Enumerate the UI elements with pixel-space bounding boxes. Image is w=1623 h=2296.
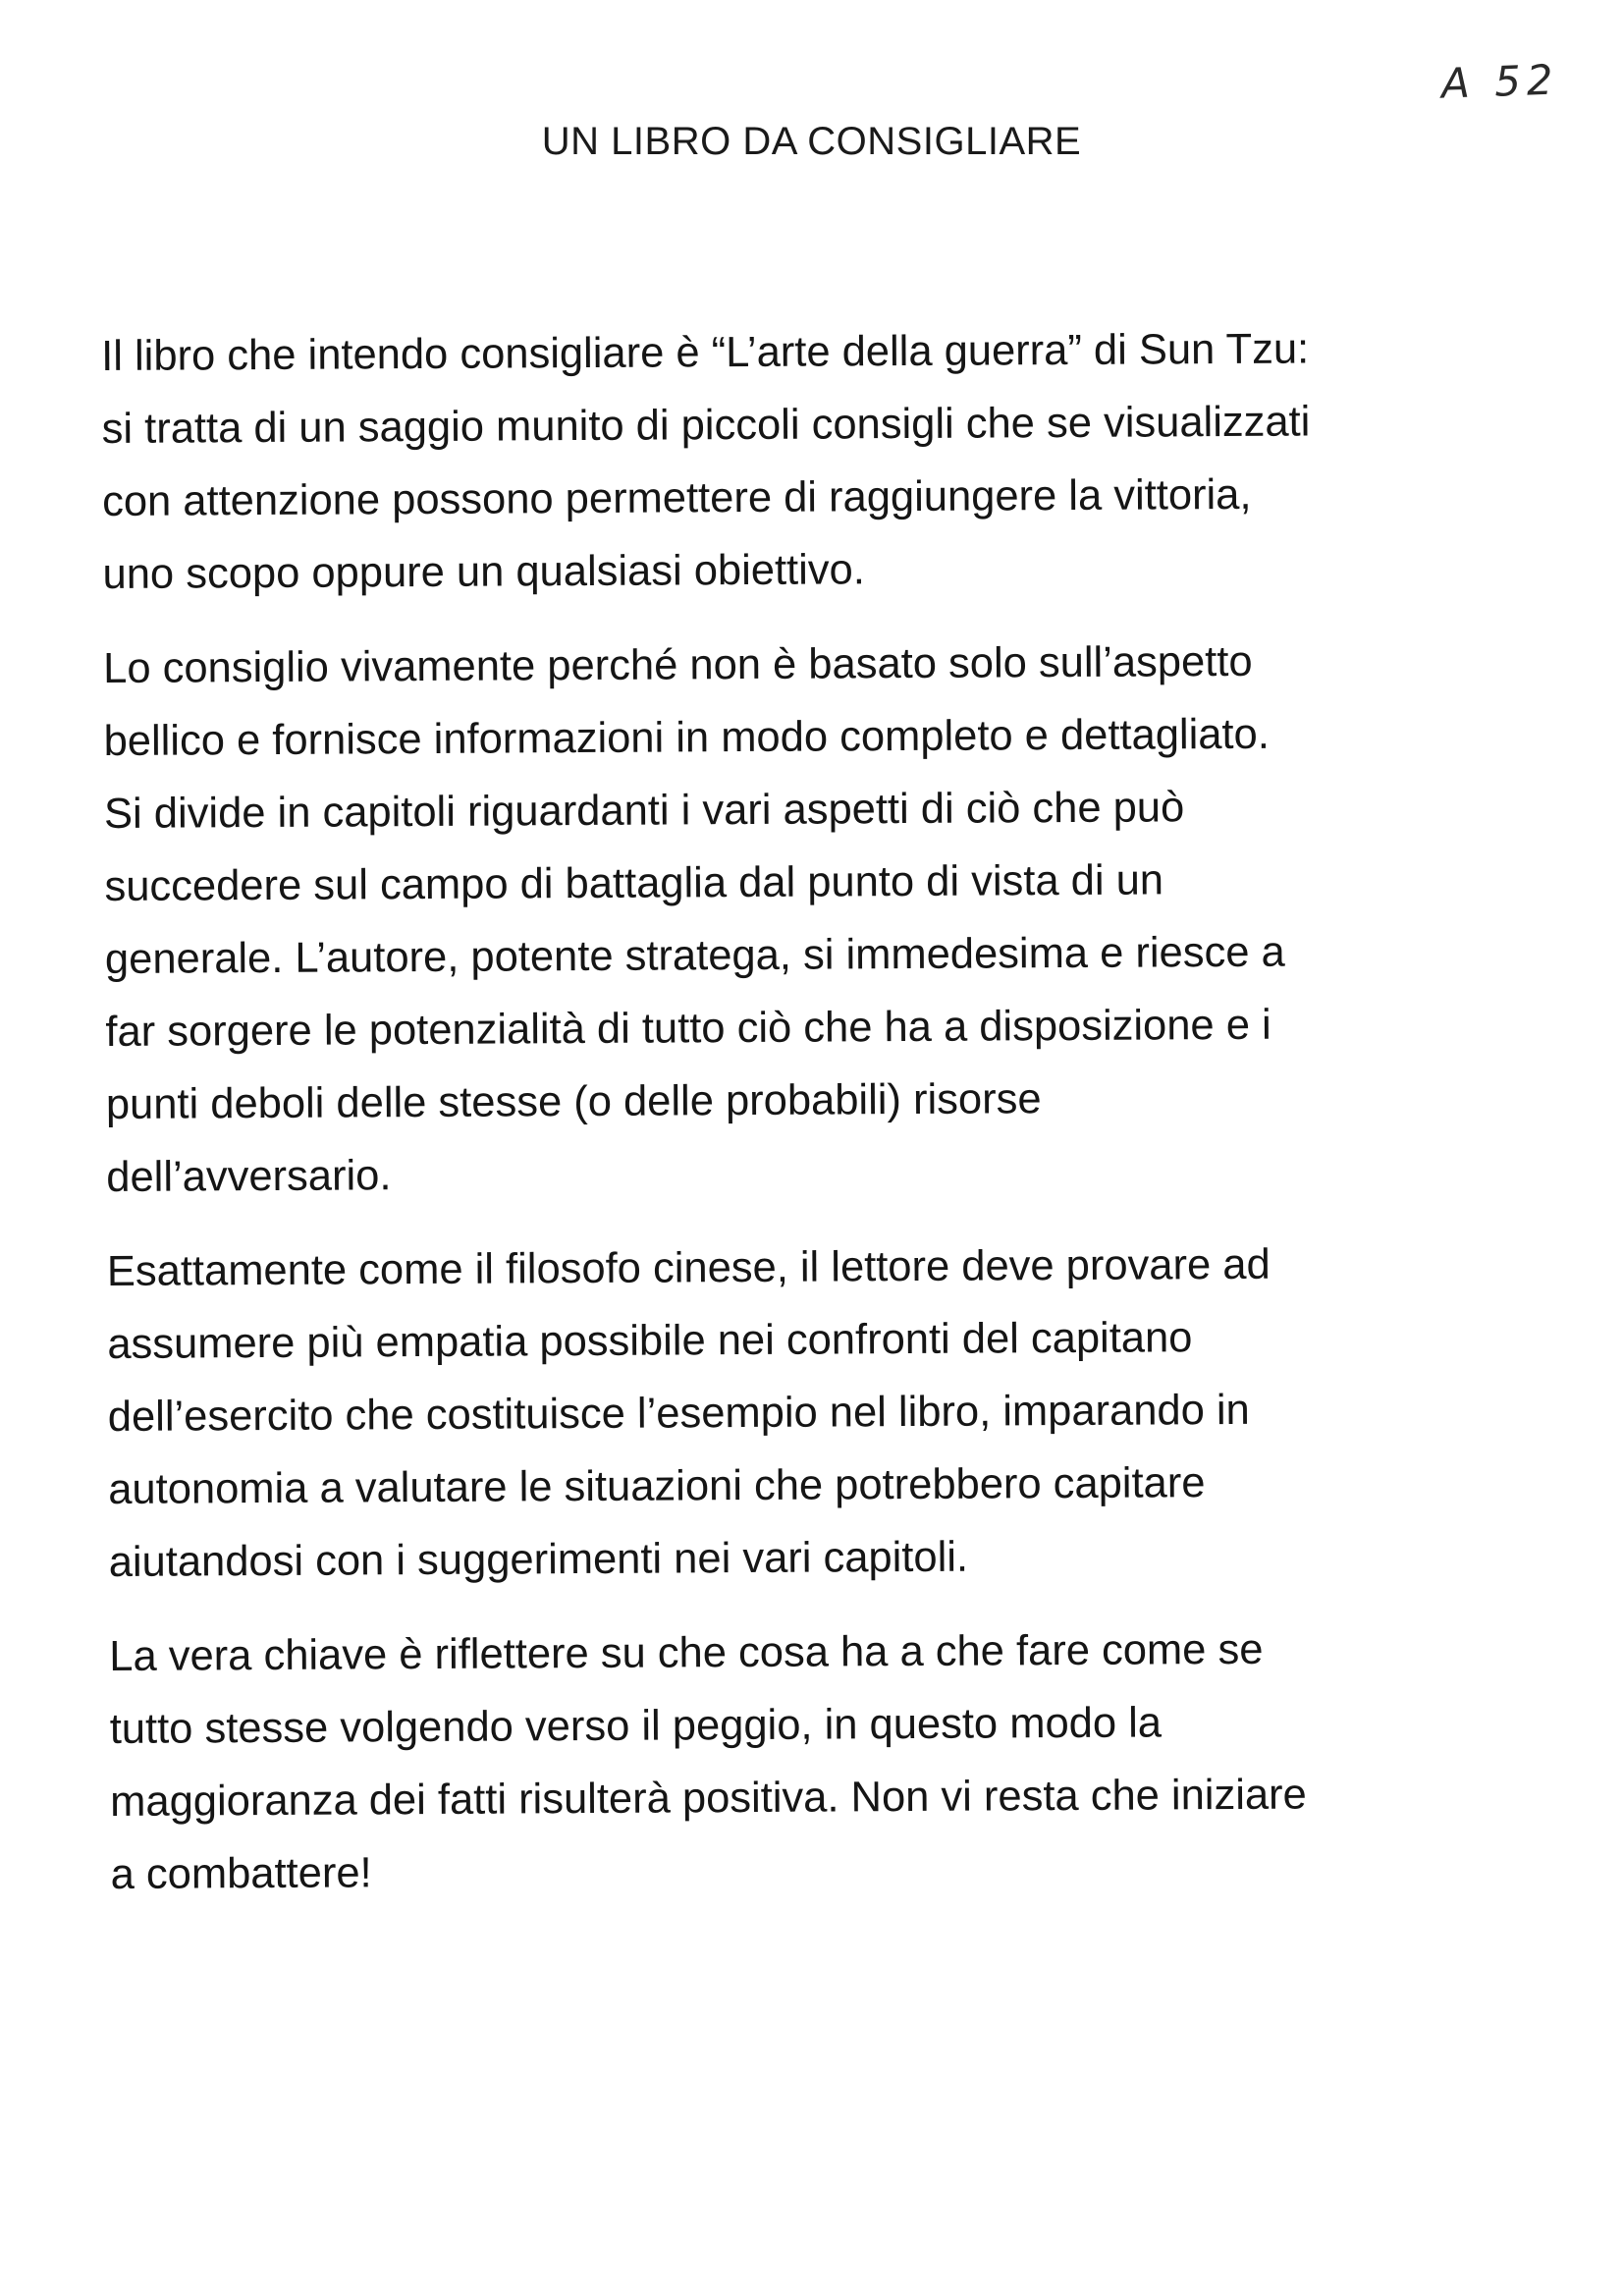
paragraph-3 xyxy=(107,1227,1542,1599)
text-line: con attenzione possono permettere di raggiungere la vittoria, xyxy=(101,470,1252,525)
text-line: a combattere! xyxy=(110,1849,372,1898)
text-line: Lo consiglio vivamente perché non è basato solo sull’aspetto xyxy=(103,637,1253,692)
text-line: dell’avversario. xyxy=(106,1152,392,1201)
text-line: generale. L’autore, potente stratega, si immedesima e riesce a xyxy=(104,928,1285,983)
handwritten-page-number: A 52 xyxy=(1440,55,1560,108)
text-line: si tratta di un saggio munito di piccoli consigli che se visualizzati xyxy=(101,398,1311,453)
text-line: assumere più empatia possibile nei confronti del capitano xyxy=(107,1314,1193,1368)
text-line: tutto stesse volgendo verso il peggio, in questo modo la xyxy=(109,1699,1163,1753)
paragraph-2 xyxy=(103,624,1541,1214)
text-line: dell’esercito che costituisce l’esempio nel libro, imparando in xyxy=(107,1386,1250,1441)
text-line: Si divide in capitoli riguardanti i vari aspetti di ciò che può xyxy=(103,784,1185,838)
paragraph-1 xyxy=(101,311,1537,611)
text-line: Esattamente come il filosofo cinese, il lettore deve provare ad xyxy=(106,1240,1271,1295)
document-title: UN LIBRO DA CONSIGLIARE xyxy=(541,120,1082,163)
text-line: maggioranza dei fatti risulterà positiva. Non vi resta che iniziare xyxy=(110,1771,1307,1826)
paragraph-4 xyxy=(109,1612,1544,1911)
text-line: punti deboli delle stesse (o delle probabili) risorse xyxy=(105,1075,1042,1128)
text-line: autonomia a valutare le situazioni che potrebbero capitare xyxy=(108,1459,1206,1513)
text-line: far sorgere le potenzialità di tutto ciò che ha a disposizione e i xyxy=(105,1001,1271,1056)
text-line: aiutandosi con i suggerimenti nei vari capitoli. xyxy=(108,1533,969,1586)
text-line: Il libro che intendo consigliare è “L’arte della guerra” di Sun Tzu: xyxy=(101,325,1310,380)
text-line: bellico e fornisce informazioni in modo completo e dettagliato. xyxy=(103,710,1270,765)
text-line: succedere sul campo di battaglia dal punto di vista di un xyxy=(104,856,1164,910)
document-body xyxy=(101,311,1544,1933)
text-line: La vera chiave è riflettere su che cosa ha a che fare come se xyxy=(109,1625,1264,1680)
text-line: uno scopo oppure un qualsiasi obiettivo. xyxy=(102,546,866,598)
